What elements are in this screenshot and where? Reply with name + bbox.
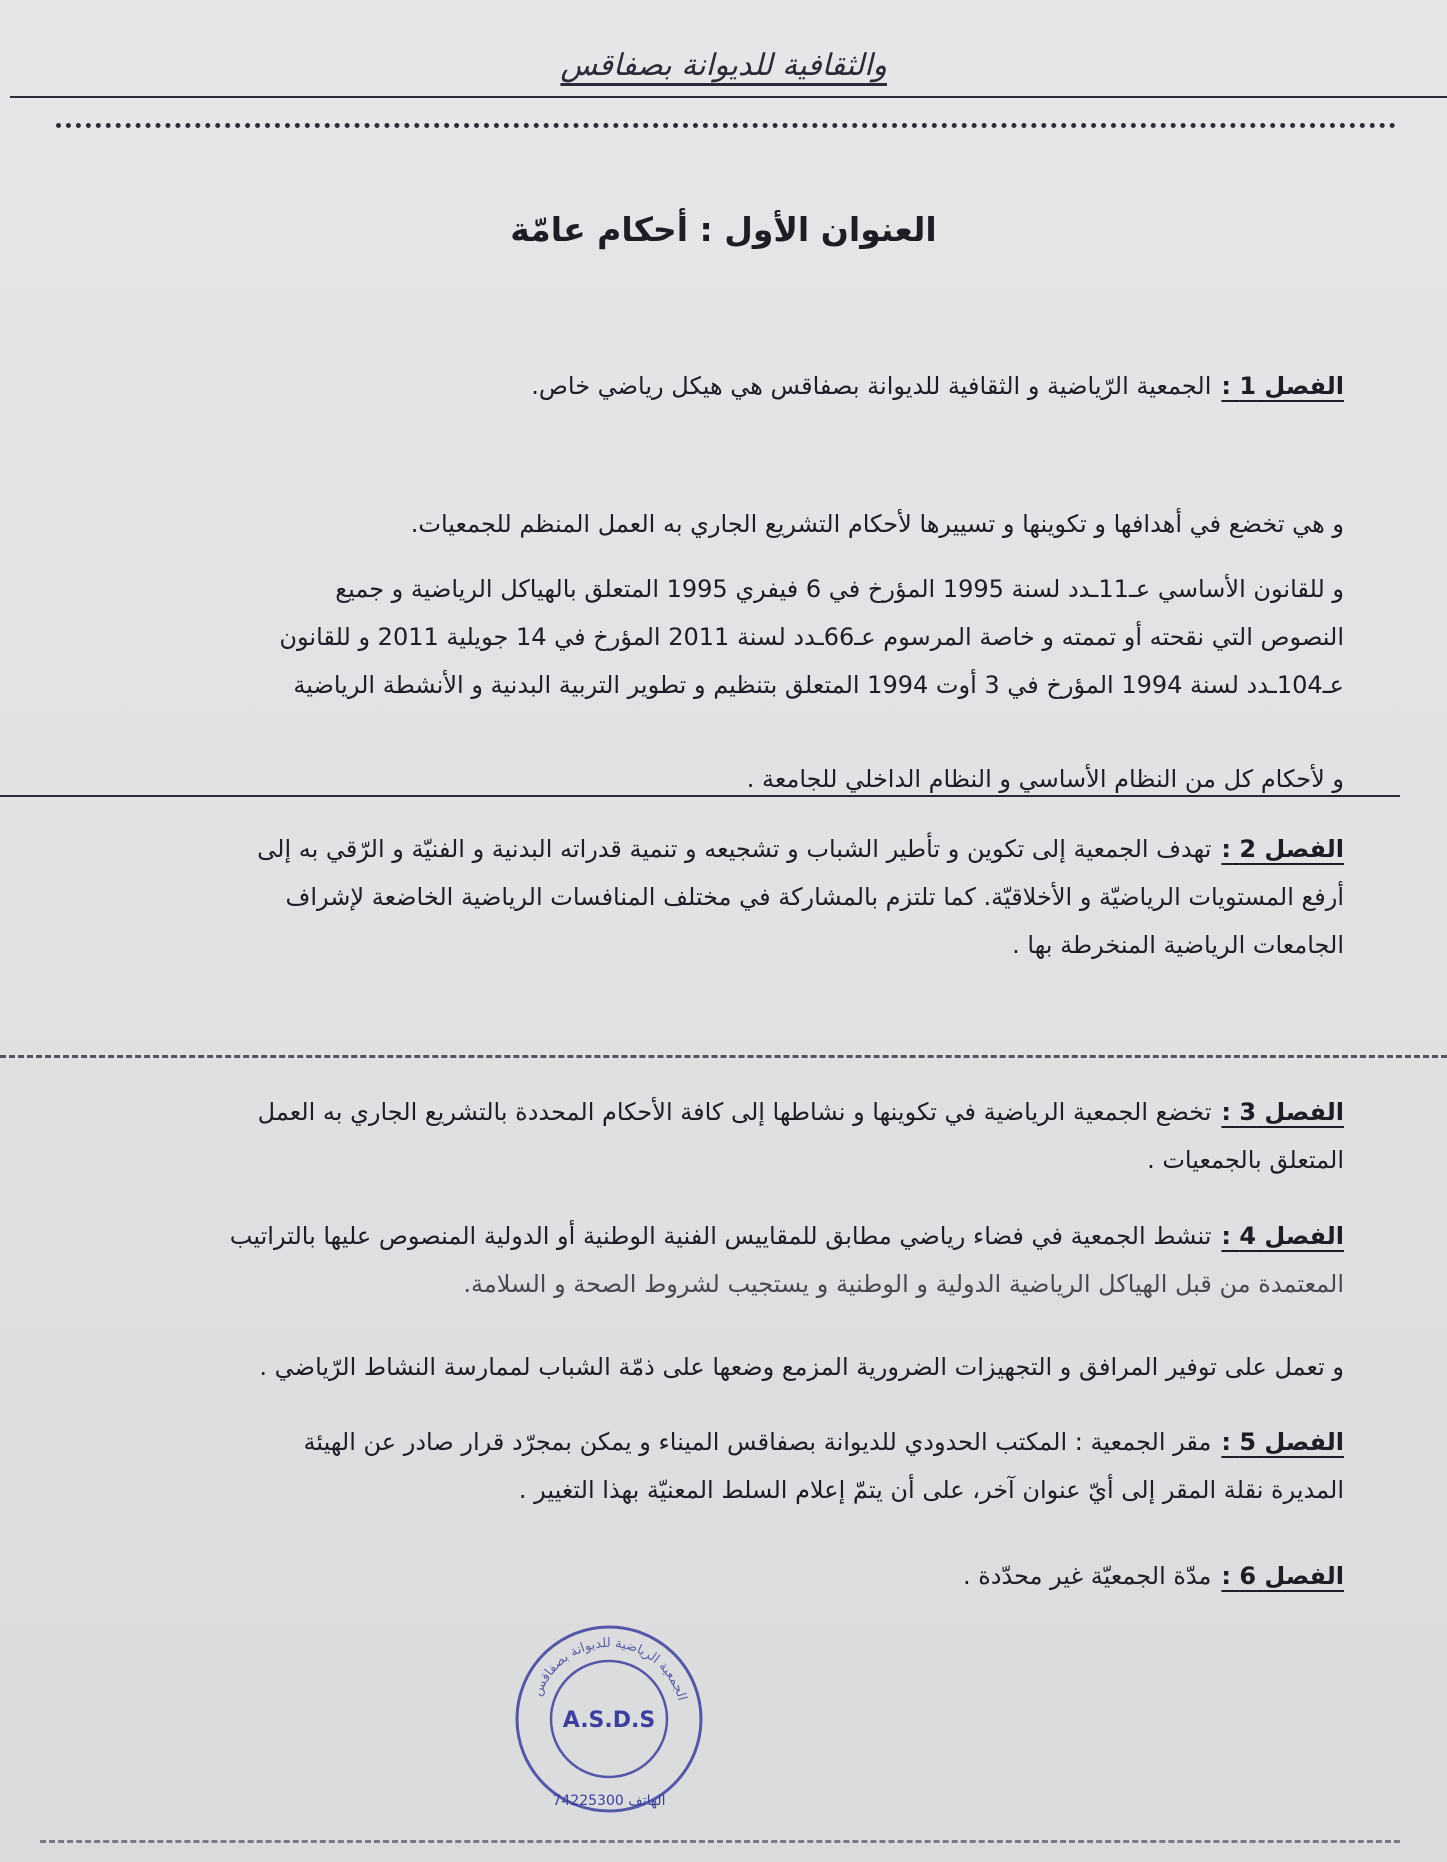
- paragraph-legal-framework-line-1: و هي تخضع في أهدافها و تكوينها و تسييرها لأحكام التشريع الجاري به العمل المنظم للجمعيات.: [410, 510, 1344, 538]
- article-1: [59, 362, 1344, 410]
- article-2-line-3: الجامعات الرياضية المنخرطة بها .: [1012, 931, 1344, 959]
- stamp-center-text: A.S.D.S: [562, 1708, 656, 1733]
- paragraph-laws: [59, 565, 1344, 709]
- header-rule: [10, 96, 1447, 98]
- faint-dashed-line: [0, 1055, 1447, 1058]
- article-6-label: الفصل 6 :: [1221, 1562, 1344, 1590]
- article-4-line-2: المعتمدة من قبل الهياكل الرياضية الدولية و الوطنية و يستجيب لشروط الصحة و السلامة.: [463, 1270, 1344, 1298]
- header-dotted-line: [56, 123, 1396, 128]
- paragraph-laws-line-2: النصوص التي نقحته أو تممته و خاصة المرسوم عـ66ـدد لسنة 2011 المؤرخ في 14 جويلية 2011 و للقانون: [279, 623, 1344, 651]
- paragraph-laws-line-1: و للقانون الأساسي عـ11ـدد لسنة 1995 المؤرخ في 6 فيفري 1995 المتعلق بالهياكل الرياضية و جميع: [335, 575, 1344, 603]
- stamp-phone-text: الهاتف 74225300: [552, 1793, 666, 1809]
- article-2-label: الفصل 2 :: [1221, 835, 1344, 863]
- article-4: [59, 1212, 1344, 1308]
- paragraph-facilities: [59, 1343, 1344, 1391]
- stamp-ring-text: الجمعية الرياضية للديوانة بصفاقس: [530, 1635, 690, 1703]
- article-2-line-1: تهدف الجمعية إلى تكوين و تأطير الشباب و تشجيعه و تنمية قدراته البدنية و الفنيّة و الرّقي به إلى: [257, 835, 1212, 863]
- article-6: [59, 1552, 1344, 1600]
- article-3-line-1: تخضع الجمعية الرياضية في تكوينها و نشاطها إلى كافة الأحكام المحددة بالتشريع الجاري به العمل: [257, 1098, 1212, 1126]
- paragraph-facilities-line-1: و تعمل على توفير المرافق و التجهيزات الضرورية المزمع وضعها على ذمّة الشباب لممارسة النشاط الرّياضي .: [259, 1353, 1344, 1381]
- header-handwritten-text: والثقافية للديوانة بصفاقس: [560, 48, 887, 83]
- paragraph-federation-rules-line-1: و لأحكام كل من النظام الأساسي و النظام الداخلي للجامعة .: [746, 765, 1344, 793]
- section-title: العنوان الأول : أحكام عامّة: [510, 210, 937, 249]
- separator-rule: [0, 795, 1400, 797]
- article-5-line-1: مقر الجمعية : المكتب الحدودي للديوانة بصفاقس الميناء و يمكن بمجرّد قرار صادر عن الهيئة: [303, 1428, 1212, 1456]
- article-5-label: الفصل 5 :: [1221, 1428, 1344, 1456]
- paragraph-legal-framework: [59, 500, 1344, 548]
- article-6-line-1: مدّة الجمعيّة غير محدّدة .: [962, 1562, 1212, 1590]
- article-5-line-2: المديرة نقلة المقر إلى أيّ عنوان آخر، على أن يتمّ إعلام السلط المعنيّة بهذا التغيير .: [518, 1476, 1344, 1504]
- article-2-line-2: أرفع المستويات الرياضيّة و الأخلاقيّة. كما تلتزم بالمشاركة في مختلف المنافسات الرياضية الخاضعة لإشراف: [285, 883, 1344, 911]
- association-stamp: [513, 1623, 705, 1815]
- article-4-line-1: تنشط الجمعية في فضاء رياضي مطابق للمقاييس الفنية الوطنية أو الدولية المنصوص عليها بالتراتيب: [229, 1222, 1212, 1250]
- paragraph-laws-line-3: عـ104ـدد لسنة 1994 المؤرخ في 3 أوت 1994 المتعلق بتنظيم و تطوير التربية البدنية و الأنشطة الرياضية: [293, 671, 1344, 699]
- article-5: [59, 1418, 1344, 1514]
- article-1-label: الفصل 1 :: [1221, 372, 1344, 400]
- article-4-label: الفصل 4 :: [1221, 1222, 1344, 1250]
- article-3: [59, 1088, 1344, 1184]
- footer-dashed-line: [40, 1840, 1400, 1843]
- article-2: [59, 825, 1344, 969]
- article-1-line-1: الجمعية الرّياضية و الثقافية للديوانة بصفاقس هي هيكل رياضي خاص.: [531, 372, 1212, 400]
- article-3-line-2: المتعلق بالجمعيات .: [1147, 1146, 1344, 1174]
- article-3-label: الفصل 3 :: [1221, 1098, 1344, 1126]
